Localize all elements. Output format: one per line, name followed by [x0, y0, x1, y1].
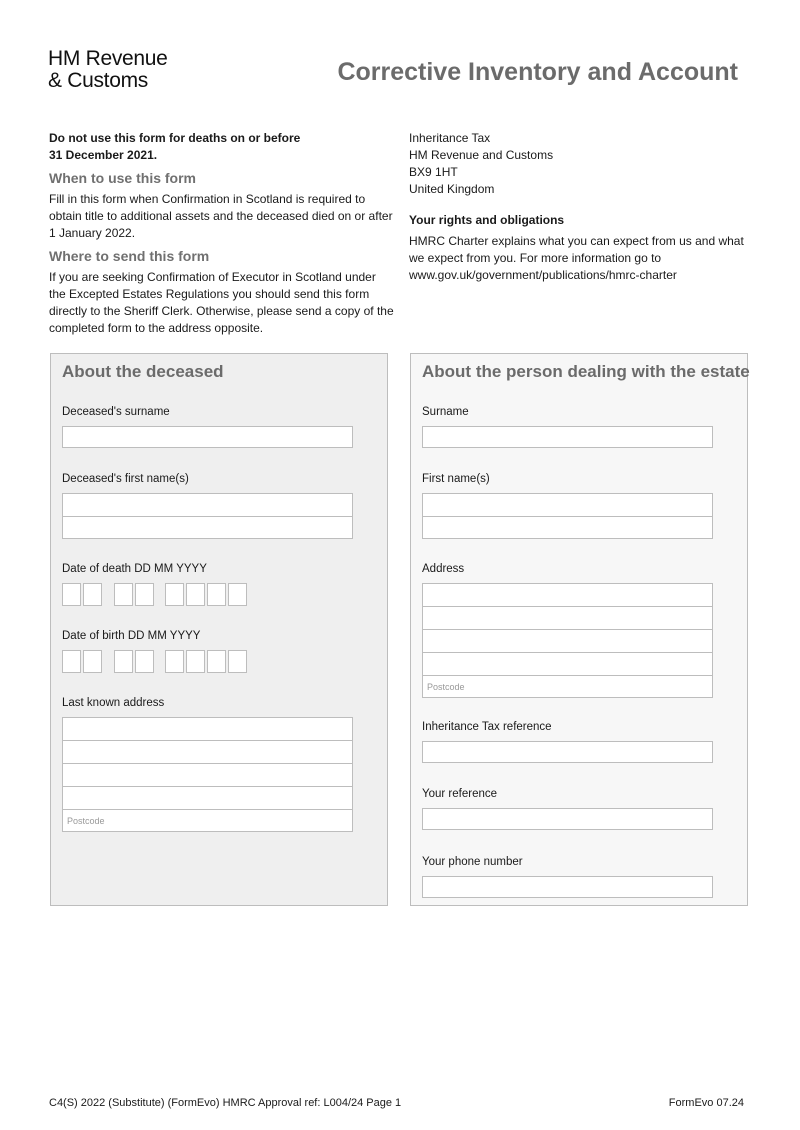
deceased-postcode-input[interactable] — [62, 809, 353, 832]
deceased-first-names-label: Deceased's first name(s) — [62, 473, 189, 485]
dod-month-digit-2[interactable] — [135, 583, 154, 606]
dod-year-digit-3[interactable] — [207, 583, 226, 606]
dob-month-digit-2[interactable] — [135, 650, 154, 673]
last-known-address-label: Last known address — [62, 697, 165, 709]
address-line-2: HM Revenue and Customs — [409, 148, 554, 162]
dod-month-digit-1[interactable] — [114, 583, 133, 606]
dod-year-digit-2[interactable] — [186, 583, 205, 606]
person-heading: About the person dealing with the estate — [422, 362, 750, 381]
person-address-line-1[interactable] — [422, 583, 713, 606]
person-address-line-2[interactable] — [422, 606, 713, 629]
person-postcode-input[interactable] — [422, 675, 713, 698]
date-of-birth-label: Date of birth DD MM YYYY — [62, 630, 201, 642]
deceased-first-names-input-2[interactable] — [62, 516, 353, 539]
dod-day-digit-2[interactable] — [83, 583, 102, 606]
address-line-1: Inheritance Tax — [409, 131, 491, 145]
dob-day-digit-2[interactable] — [83, 650, 102, 673]
logo-line-2: & Customs — [48, 69, 148, 92]
when-text: Fill in this form when Confirmation in Scotland is required to obtain title to additional assets and the deceased died on or after 1 January 2022. — [49, 192, 393, 240]
where-heading: Where to send this form — [49, 248, 210, 264]
iht-reference-label: Inheritance Tax reference — [422, 721, 552, 733]
person-panel — [410, 353, 748, 906]
rights-text: HMRC Charter explains what you can expect from us and what we expect from you. For more information go to www.gov.uk/government/publications/hmrc-charter — [409, 234, 744, 282]
warning-line-2: 31 December 2021. — [49, 148, 158, 162]
deceased-surname-label: Deceased's surname — [62, 406, 170, 418]
person-first-names-label: First name(s) — [422, 473, 490, 485]
person-postcode-placeholder: Postcode — [427, 682, 465, 692]
warning-line-1: Do not use this form for deaths on or before — [49, 131, 301, 145]
hmrc-logo — [48, 48, 168, 92]
person-first-names-input-1[interactable] — [422, 493, 713, 516]
your-reference-label: Your reference — [422, 788, 498, 800]
deceased-first-names-field — [62, 493, 353, 539]
dod-year-digit-4[interactable] — [228, 583, 247, 606]
dod-year-digit-1[interactable] — [165, 583, 184, 606]
dob-year-digit-2[interactable] — [186, 650, 205, 673]
dob-year-digit-1[interactable] — [165, 650, 184, 673]
deceased-panel — [50, 353, 388, 906]
dod-day-digit-1[interactable] — [62, 583, 81, 606]
phone-number-label: Your phone number — [422, 856, 523, 868]
person-surname-label: Surname — [422, 406, 469, 418]
footer-version: FormEvo 07.24 — [668, 1097, 744, 1109]
dob-month-digit-1[interactable] — [114, 650, 133, 673]
rights-heading: Your rights and obligations — [409, 213, 565, 227]
deceased-postcode-placeholder: Postcode — [67, 816, 105, 826]
person-first-names-input-2[interactable] — [422, 516, 713, 539]
deceased-heading: About the deceased — [62, 362, 224, 381]
person-address-line-4[interactable] — [422, 652, 713, 675]
dob-year-digit-4[interactable] — [228, 650, 247, 673]
footer-form-ref: C4(S) 2022 (Substitute) (FormEvo) HMRC Approval ref: L004/24 Page 1 — [49, 1097, 402, 1109]
deceased-address-line-2[interactable] — [62, 740, 353, 763]
logo-line-1: HM Revenue — [48, 47, 168, 70]
send-address — [409, 130, 749, 284]
your-reference-input[interactable] — [422, 808, 713, 830]
person-address-line-3[interactable] — [422, 629, 713, 652]
dob-year-digit-3[interactable] — [207, 650, 226, 673]
last-known-address-field — [62, 717, 353, 832]
iht-reference-input[interactable] — [422, 741, 713, 763]
phone-number-input[interactable] — [422, 876, 713, 898]
address-line-4: United Kingdom — [409, 182, 495, 196]
person-first-names-field — [422, 493, 713, 539]
person-surname-input[interactable] — [422, 426, 713, 448]
intro-section — [49, 130, 394, 337]
deceased-address-line-4[interactable] — [62, 786, 353, 809]
person-address-field — [422, 583, 713, 698]
deceased-address-line-1[interactable] — [62, 717, 353, 740]
dob-day-digit-1[interactable] — [62, 650, 81, 673]
date-of-death-label: Date of death DD MM YYYY — [62, 563, 207, 575]
deceased-address-line-3[interactable] — [62, 763, 353, 786]
deceased-first-names-input-1[interactable] — [62, 493, 353, 516]
address-line-3: BX9 1HT — [409, 165, 458, 179]
where-text: If you are seeking Confirmation of Executor in Scotland under the Excepted Estates Regulations you should send this form directly to the Sheriff Clerk. Otherwise, please send a copy of the completed form to the address opposite. — [49, 270, 394, 335]
form-title: Corrective Inventory and Account — [337, 58, 738, 86]
person-address-label: Address — [422, 563, 465, 575]
deceased-surname-input[interactable] — [62, 426, 353, 448]
when-heading: When to use this form — [49, 170, 196, 186]
